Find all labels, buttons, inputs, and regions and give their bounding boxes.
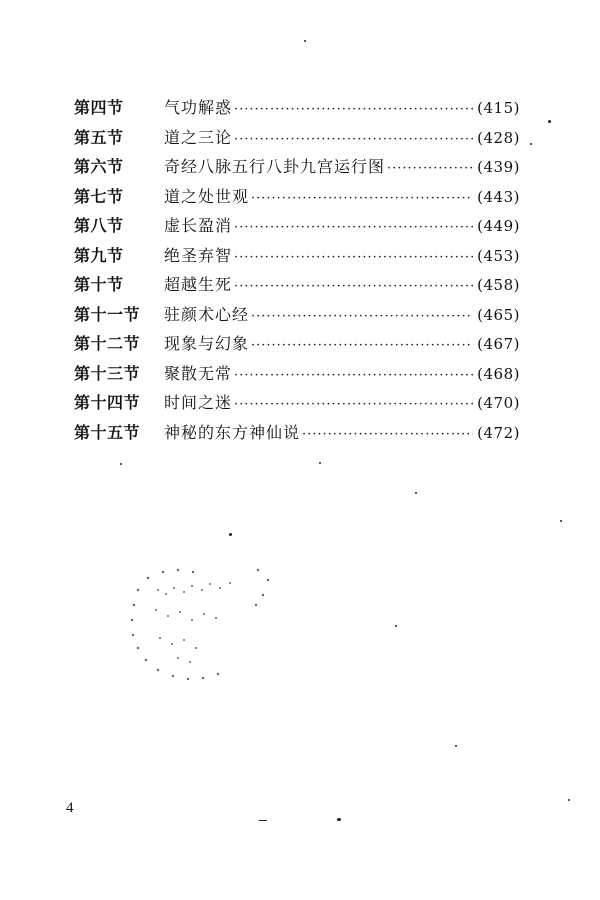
section-number: 第六节 [74,157,124,176]
dot-leader [234,220,473,235]
scan-speck [395,625,397,627]
section-title: 虚长盈消 [164,216,233,235]
section-title: 绝圣弃智 [164,245,233,265]
scan-speck [568,799,570,801]
dot-leader [302,427,473,442]
dot-leader [387,161,473,176]
toc-entry [74,420,520,450]
section-title: 超越生死 [164,275,233,294]
section-number: 第九节 [74,245,124,265]
page-reference: (449) [477,217,520,235]
page-reference: (415) [477,99,520,117]
section-number: 第十三节 [74,363,141,383]
page-reference: (458) [477,276,520,294]
section-title: 时间之迷 [164,393,233,412]
toc-entry [74,272,520,302]
page-reference: (453) [477,246,520,265]
dot-leader [234,368,473,383]
section-title: 道之处世观 [164,186,250,206]
dot-leader [251,309,473,324]
page-reference: (467) [477,335,520,353]
section-number: 第八节 [74,216,124,235]
section-title: 聚散无常 [164,363,233,383]
toc-entry [74,154,520,184]
scan-speck [560,520,562,522]
toc-entry [74,361,520,391]
scan-speck [455,745,457,747]
section-number: 第七节 [74,186,124,206]
page-number: 4 [66,800,74,816]
scan-speck [259,820,267,821]
page-reference: (468) [477,364,520,383]
page-reference: (439) [477,158,520,176]
section-number: 第十四节 [74,393,141,412]
page-reference: (465) [477,305,520,324]
scan-speck [319,462,321,464]
toc-entry [74,125,520,155]
scan-speck [337,818,341,821]
scan-speck [530,143,532,145]
toc-entry [74,331,520,361]
scan-speck [415,492,417,494]
section-title: 气功解惑 [164,98,233,117]
section-number: 第五节 [74,127,124,147]
page-reference: (443) [477,187,520,206]
toc-entry [74,95,520,125]
section-title: 道之三论 [164,127,233,147]
dot-leader [234,132,473,147]
dot-leader [234,279,473,294]
scan-speck [548,120,551,123]
toc-entry [74,243,520,273]
scan-speck [229,533,232,536]
section-number: 第十节 [74,275,124,294]
section-number: 第十二节 [74,334,141,353]
page-reference: (470) [477,394,520,412]
page-reference: (472) [477,423,520,442]
toc-entry [74,184,520,214]
dot-leader [234,397,473,412]
toc-entry [74,213,520,243]
dot-leader [234,102,473,117]
table-of-contents [74,95,520,449]
section-title: 现象与幻象 [164,334,250,353]
page-reference: (428) [477,128,520,147]
toc-entry [74,302,520,332]
dot-leader [234,250,473,265]
scan-speck [120,463,122,465]
toc-entry [74,390,520,420]
section-number: 第四节 [74,98,124,117]
section-title: 神秘的东方神仙说 [164,422,301,442]
section-title: 奇经八脉五行八卦九宫运行图 [164,157,386,176]
dot-leader [251,191,473,206]
faded-stamp [118,550,288,690]
section-number: 第十五节 [74,422,141,442]
scan-speck [304,40,306,42]
dot-leader [251,338,473,353]
section-number: 第十一节 [74,304,141,324]
section-title: 驻颜术心经 [164,304,250,324]
